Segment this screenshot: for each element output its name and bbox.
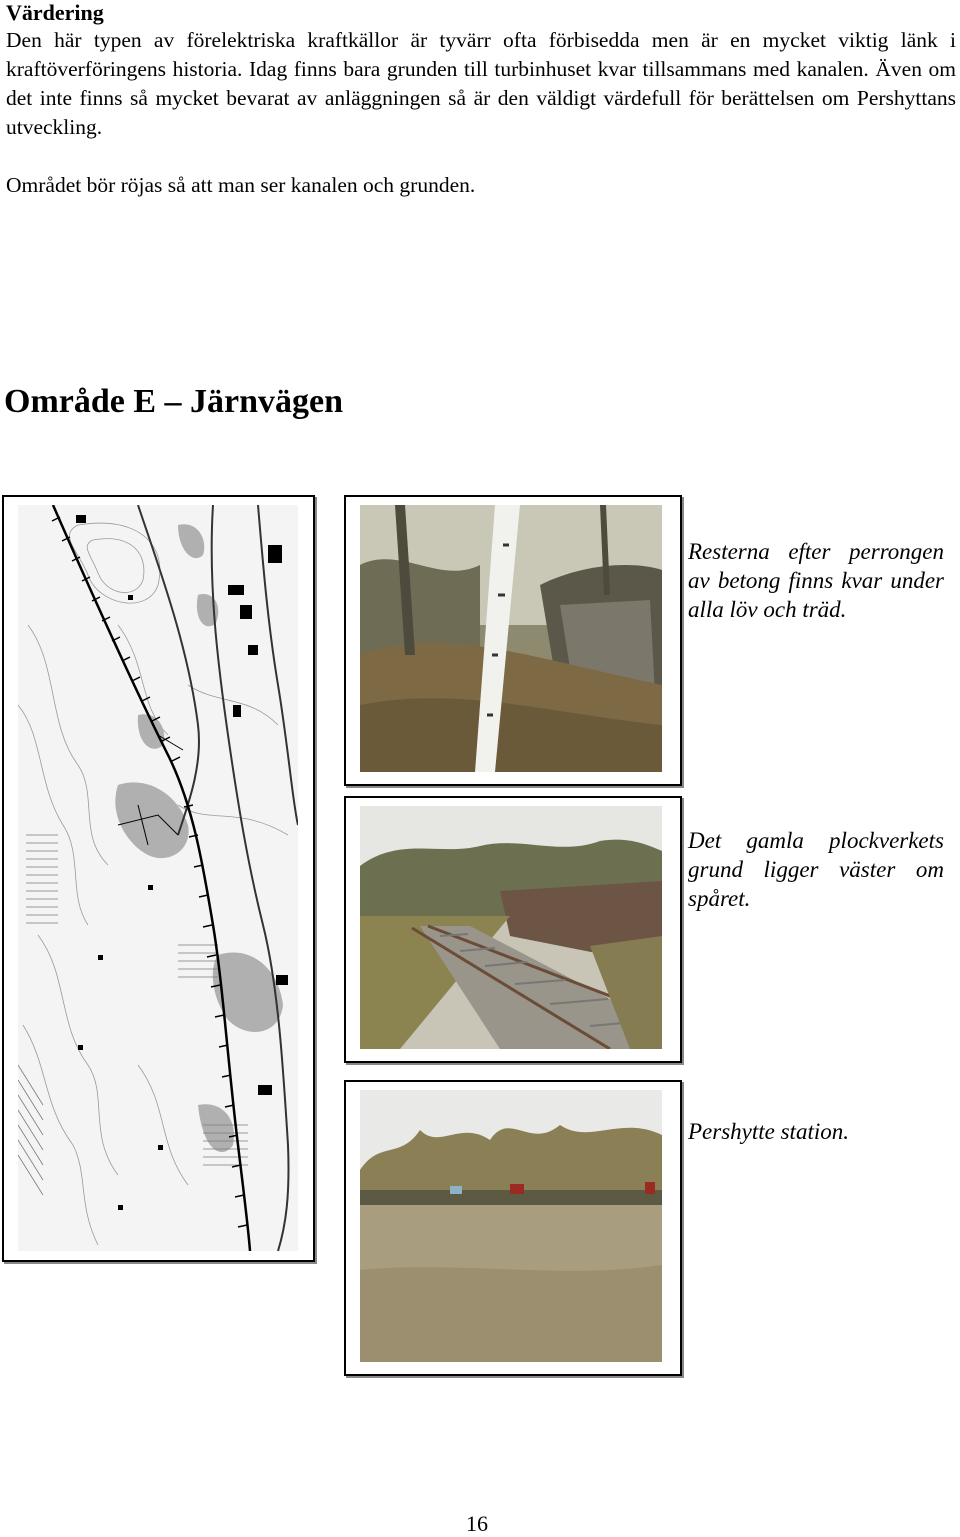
photo-frame-track bbox=[344, 796, 682, 1063]
map-figure bbox=[2, 495, 315, 1262]
valuation-paragraph: Den här typen av förelektriska kraftkällor är tyvärr ofta förbisedda men är en mycket viktig länk i kraftöverföringens historia. Idag finns bara grunden till turbinhuset kvar tillsammans med kanalen. Även om det inte finns så mycket bevarat av anläggningen så är den väldigt värdefull för berättelsen om Pershyttans utveckling. bbox=[6, 28, 956, 139]
photo-frame-platform bbox=[344, 495, 682, 786]
photo-frame-station bbox=[344, 1080, 682, 1376]
station-site-photo bbox=[360, 1090, 666, 1366]
photo-caption-track: Det gamla plockverkets grund ligger väster om spåret. bbox=[688, 828, 944, 911]
concrete-platform-photo bbox=[360, 505, 666, 776]
valuation-heading: Värdering bbox=[6, 0, 104, 25]
section-title: Område E – Järnvägen bbox=[4, 383, 344, 420]
page-number: 16 bbox=[466, 1511, 488, 1536]
photo-caption-platform: Resterna efter perrongen av betong finns kvar under alla löv och träd. bbox=[688, 539, 944, 622]
railway-area-map bbox=[18, 505, 298, 1251]
railway-track-photo bbox=[360, 806, 666, 1053]
photo-caption-station: Pershytte station. bbox=[688, 1119, 849, 1144]
clearing-recommendation: Området bör röjas så att man ser kanalen och grunden. bbox=[6, 173, 476, 197]
